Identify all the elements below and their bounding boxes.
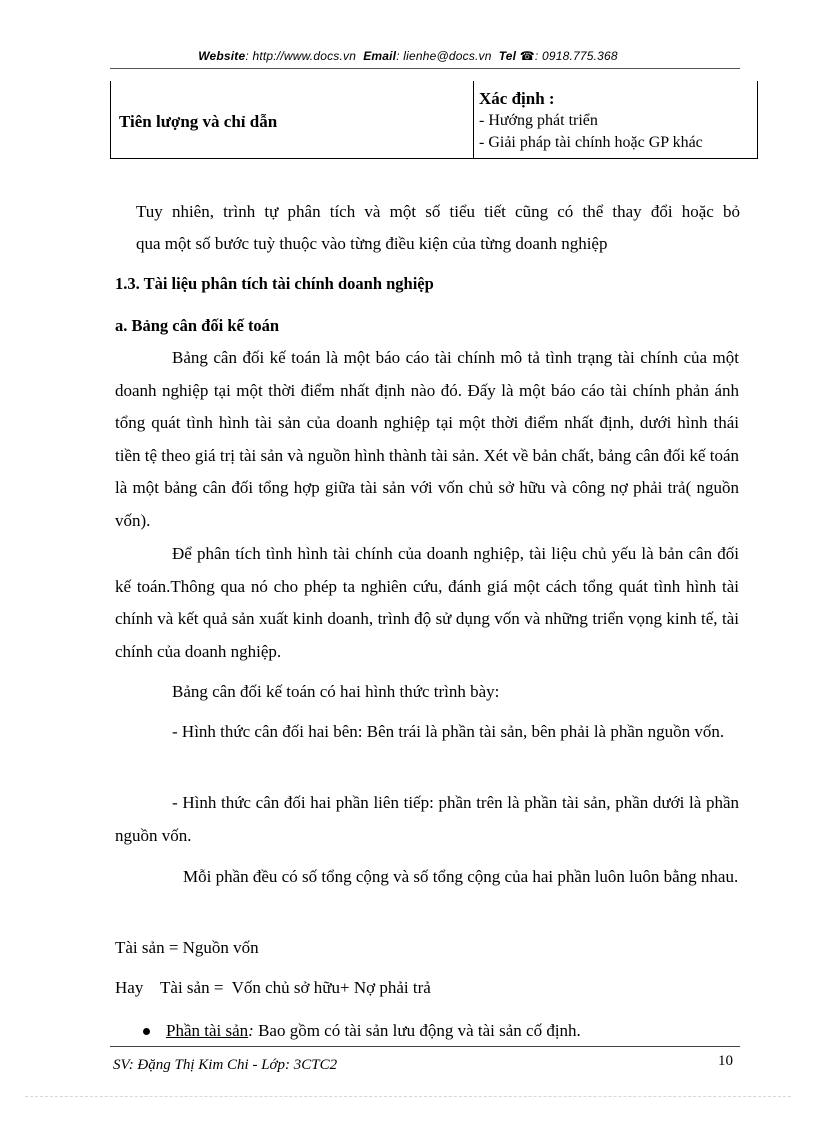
paragraph-balance-sheet-definition: Bảng cân đối kế toán là một báo cáo tài chính mô tả tình trạng tài chính của một doanh nghiệp tại một thời điểm nhất định nào đó. Đấy là một báo cáo tài chính phản ánh tổng quát tình hình tài sản của doanh nghiệp tại một thời điểm nhất định, dưới hình thái tiền tệ theo giá trị tài sản và nguồn hình thành tài sản. Xét về bản chất, bảng cân đối kế toán là một bảng cân đối tổng hợp giữa tài sản với vốn chủ sở hữu và công nợ phải trả( nguồn vốn). xyxy=(115,348,739,530)
website-value: : http://www.docs.vn xyxy=(245,49,357,63)
table-left-cell: Tiên lượng và chỉ dẫn xyxy=(119,112,278,131)
section-heading: 1.3. Tài liệu phân tích tài chính doanh nghiệp xyxy=(115,274,434,293)
website-label: Website xyxy=(198,49,246,63)
tel-label: Tel xyxy=(498,49,517,63)
table-right-item: - Hướng phát triển xyxy=(479,112,598,129)
paragraph-totals: Mỗi phần đều có số tổng cộng và số tổng cộng của hai phần luôn luôn bằng nhau. xyxy=(183,867,739,886)
intro-line-2: qua một số bước tuỳ thuộc vào từng điều kiện của từng doanh nghiệp xyxy=(136,234,608,253)
table-right-title: Xác định : xyxy=(479,89,555,108)
paragraph-analysis-source: Để phân tích tình hình tài chính của doanh nghiệp, tài liệu chủ yếu là bản cân đối kế toán.Thông qua nó cho phép ta nghiên cứu, đánh giá một cách tổng quát tình hình tài chính và kết quả sản xuất kinh doanh, trình độ sử dụng vốn và những triển vọng kinh tế, tài chính của doanh nghiệp. xyxy=(115,544,739,661)
equation-expanded: Hay Tài sản = Vốn chủ sở hữu+ Nợ phải trả xyxy=(115,978,431,997)
paragraph-form-two-parts: - Hình thức cân đối hai phần liên tiếp: phần trên là phần tài sản, phần dưới là phần nguồn vốn. xyxy=(115,793,739,845)
paragraph-forms-intro: Bảng cân đối kế toán có hai hình thức trình bày: xyxy=(172,682,500,701)
page-bottom-border xyxy=(25,1096,791,1097)
table-right-cell xyxy=(479,88,703,154)
table-right-item: - Giải pháp tài chính hoặc GP khác xyxy=(479,134,703,151)
summary-table xyxy=(110,81,758,159)
table-divider xyxy=(473,81,474,158)
bullet-label: Phần tài sản xyxy=(166,1021,249,1040)
page-number: 10 xyxy=(718,1053,733,1069)
footer-rule xyxy=(110,1046,740,1047)
phone-icon: ☎ xyxy=(519,49,535,63)
bullet-colon: : xyxy=(248,1021,254,1040)
sub-heading: a. Bảng cân đối kế toán xyxy=(115,316,280,335)
intro-line-1: Tuy nhiên, trình tự phân tích và một số tiểu tiết cũng có thể thay đổi hoặc bỏ xyxy=(136,202,740,221)
page-header xyxy=(0,49,816,63)
bullet-text: Bao gồm có tài sản lưu động và tài sản cố định. xyxy=(253,1021,581,1040)
bullet-assets xyxy=(166,1015,581,1048)
email-label: Email xyxy=(363,49,397,63)
paragraph-form-two-sides: - Hình thức cân đối hai bên: Bên trái là phần tài sản, bên phải là phần nguồn vốn. xyxy=(172,722,725,741)
email-value: : lienhe@docs.vn xyxy=(396,49,492,63)
bullet-icon xyxy=(143,1028,150,1035)
equation-basic: Tài sản = Nguồn vốn xyxy=(115,938,259,957)
footer-author: SV: Đặng Thị Kim Chi - Lớp: 3CTC2 xyxy=(113,1057,338,1073)
header-rule xyxy=(110,68,740,69)
tel-value: : 0918.775.368 xyxy=(534,49,618,63)
